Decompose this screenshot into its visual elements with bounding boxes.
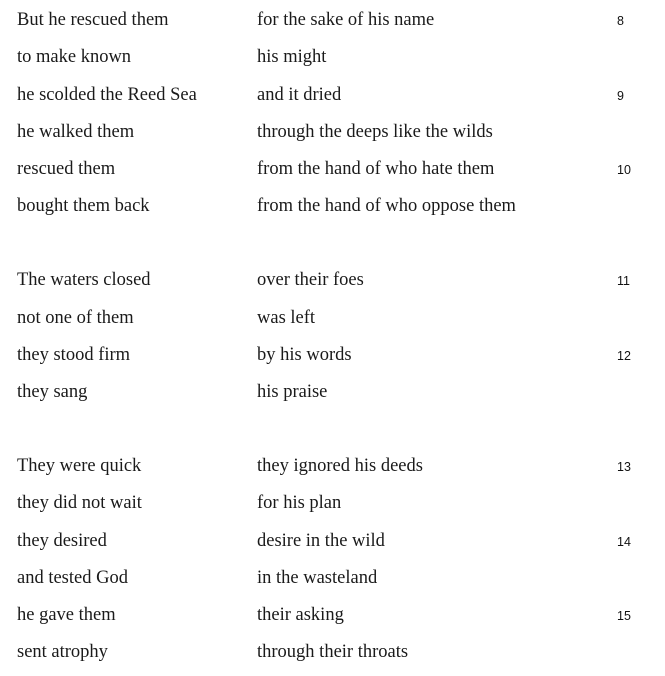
line-second-half: they ignored his deeds bbox=[257, 455, 423, 476]
line-first-half: he gave them bbox=[17, 605, 116, 626]
poem-line bbox=[0, 483, 665, 520]
verse-number: 9 bbox=[617, 88, 624, 103]
poem-line bbox=[0, 260, 665, 297]
line-first-half: they did not wait bbox=[17, 493, 142, 514]
line-first-half: They were quick bbox=[17, 455, 142, 476]
poem-line bbox=[0, 112, 665, 149]
poem-line bbox=[0, 595, 665, 632]
line-first-half: bought them back bbox=[17, 196, 150, 217]
poem-line bbox=[0, 37, 665, 74]
line-first-half: he scolded the Reed Sea bbox=[17, 84, 197, 105]
line-second-half: his might bbox=[257, 47, 327, 68]
poem-line bbox=[0, 558, 665, 595]
verse-number: 14 bbox=[617, 534, 631, 549]
poem-line bbox=[0, 0, 665, 37]
stanza-2 bbox=[0, 260, 665, 409]
line-first-half: they stood firm bbox=[17, 344, 131, 365]
line-first-half: they sang bbox=[17, 382, 88, 403]
line-first-half: sent atrophy bbox=[17, 642, 108, 663]
verse-number: 13 bbox=[617, 459, 631, 474]
poem-line bbox=[0, 335, 665, 372]
line-second-half: for the sake of his name bbox=[257, 10, 435, 30]
line-second-half: in the wasteland bbox=[257, 567, 378, 588]
poem-line bbox=[0, 75, 665, 112]
line-second-half: by his words bbox=[257, 344, 352, 365]
line-second-half: for his plan bbox=[257, 493, 342, 514]
poem-line bbox=[0, 632, 665, 669]
line-second-half: through their throats bbox=[257, 642, 409, 663]
poem-line bbox=[0, 298, 665, 335]
poem-line bbox=[0, 372, 665, 409]
line-first-half: to make known bbox=[17, 47, 132, 68]
line-first-half: they desired bbox=[17, 530, 107, 551]
line-second-half: from the hand of who oppose them bbox=[257, 196, 516, 217]
line-first-half: The waters closed bbox=[17, 270, 151, 291]
verse-number: 11 bbox=[617, 274, 630, 289]
verse-number: 12 bbox=[617, 348, 631, 363]
line-second-half: his praise bbox=[257, 382, 328, 403]
stanza-break bbox=[0, 409, 665, 446]
line-second-half: over their foes bbox=[257, 270, 364, 291]
line-first-half: rescued them bbox=[17, 159, 116, 180]
line-second-half: was left bbox=[257, 307, 316, 328]
line-second-half: and it dried bbox=[257, 84, 342, 105]
poem-line bbox=[0, 186, 665, 223]
line-second-half: their asking bbox=[257, 605, 344, 626]
poem-line bbox=[0, 521, 665, 558]
line-first-half: he walked them bbox=[17, 121, 135, 142]
line-second-half: through the deeps like the wilds bbox=[257, 121, 493, 142]
line-first-half: and tested God bbox=[17, 567, 128, 588]
poem-line bbox=[0, 149, 665, 186]
line-first-half: But he rescued them bbox=[17, 10, 169, 30]
poem-line bbox=[0, 446, 665, 483]
stanza-3 bbox=[0, 446, 665, 670]
line-first-half: not one of them bbox=[17, 307, 134, 328]
stanza-break bbox=[0, 224, 665, 261]
stanza-1 bbox=[0, 0, 665, 224]
line-second-half: from the hand of who hate them bbox=[257, 159, 495, 180]
verse-number: 15 bbox=[617, 609, 631, 624]
verse-number: 10 bbox=[617, 163, 631, 178]
line-second-half: desire in the wild bbox=[257, 530, 385, 551]
verse-number: 8 bbox=[617, 14, 624, 28]
